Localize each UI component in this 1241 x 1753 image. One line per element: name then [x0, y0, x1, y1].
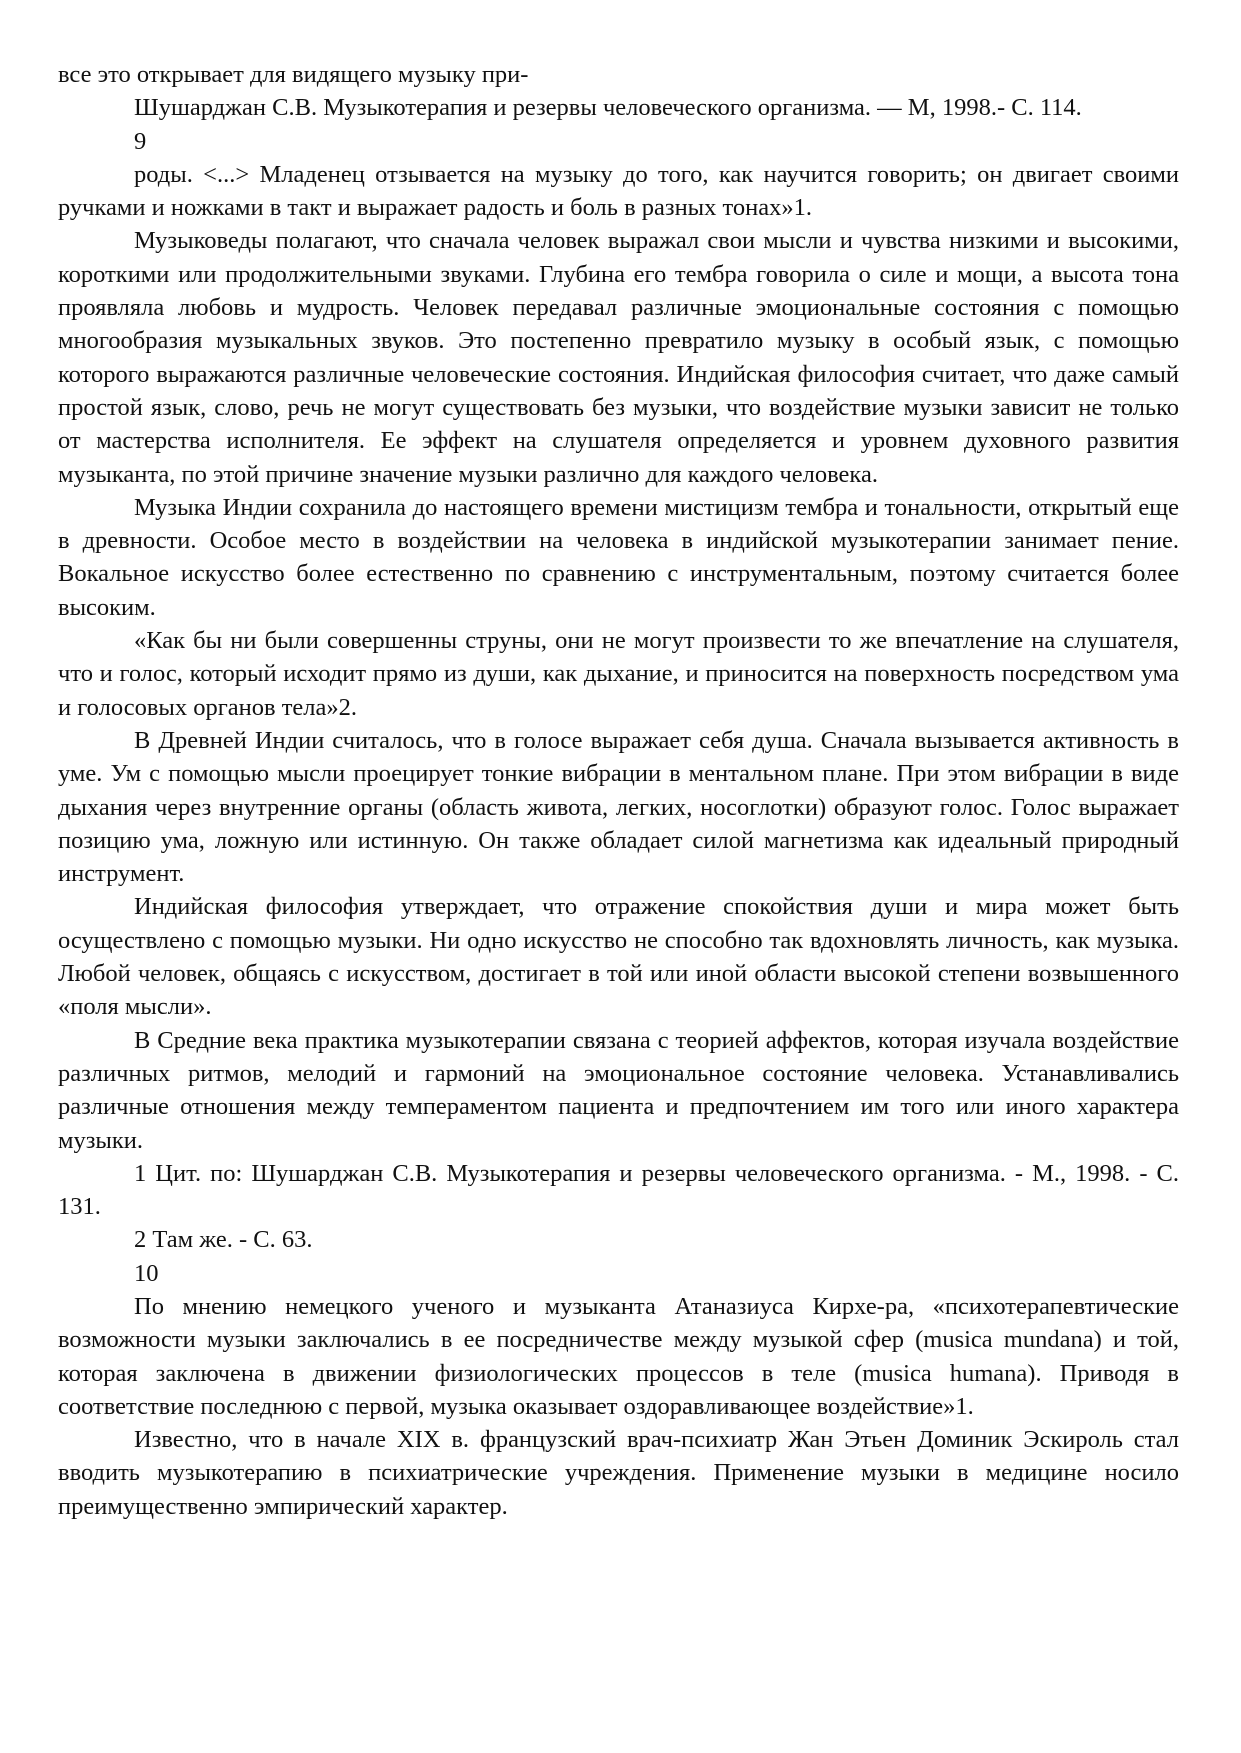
footnote-shushardzhan: Шушарджан С.В. Музыкотерапия и резервы человеческого организма. — М, 1998.- С. 114.: [134, 94, 1082, 122]
paragraph-middle-ages: В Средние века практика музыкотерапии связана с теорией аффектов, которая изучала воздействие различных ритмов, мелодий и гармоний на эмоциональное состояние человека. Устанавливались различные отношения между темпераментом пациента и предпочтением им того или иного характера музыки.: [58, 1026, 1179, 1154]
paragraph-esquirol: Известно, что в начале XIX в. французский врач-психиатр Жан Этьен Доминик Эскироль стал вводить музыкотерапию в психиатрические учреждения. Применение музыки в медицине носило преимущественно эмпирический характер.: [58, 1426, 1179, 1520]
paragraph-indian-philosophy: Индийская философия утверждает, что отражение спокойствия души и мира может быть осуществлено с помощью музыки. Ни одно искусство не способно так вдохновлять личность, как музыка. Любой человек, общаясь с искусством, достигает в той или иной области высокой степени возвышенного «поля мысли».: [58, 893, 1179, 1021]
page-number-9: 9: [134, 127, 147, 155]
paragraph-kircher: По мнению немецкого ученого и музыканта Атаназиуса Кирхе-ра, «психотерапевтические возможности музыки заключались в ее посредничестве между музыкой сфер (musica mundana) и той, которая заключена в движении физиологических процессов в теле (musica humana). Приводя в соответствие последнюю с первой, музыка оказывает оздоравливающее воздействие»1.: [58, 1292, 1179, 1420]
page-number-10: 10: [134, 1259, 159, 1287]
paragraph-infant: роды. <...> Младенец отзывается на музыку до того, как научится говорить; он двигает своими ручками и ножками в такт и выражает радость и боль в разных тонах»1.: [58, 160, 1179, 222]
paragraph-music-india: Музыка Индии сохранила до настоящего времени мистицизм тембра и тональности, открытый еще в древности. Особое место в воздействии на человека в индийской музыкотерапии занимает пение. Вокальное искусство более естественно по сравнению с инструментальным, поэтому считается более высоким.: [58, 493, 1179, 621]
footnote-2: 2 Там же. - С. 63.: [134, 1226, 313, 1254]
footnote-1: 1 Цит. по: Шушарджан С.В. Музыкотерапия и резервы человеческого организма. - М., 1998. - С. 131.: [58, 1159, 1179, 1221]
paragraph-musicologists: Музыковеды полагают, что сначала человек выражал свои мысли и чувства низкими и высокими, короткими или продолжительными звуками. Глубина его тембра говорила о силе и мощи, а высота тона проявляла любовь и мудрость. Человек передавал различные эмоциональные состояния с помощью многообразия музыкальных звуков. Это постепенно превратило музыку в особый язык, с помощью которого выражаются различные человеческие состояния. Индийская философия считает, что даже самый простой язык, слово, речь не могут существовать без музыки, что воздействие музыки зависит не только от мастерства исполнителя. Ее эффект на слушателя определяется и уровнем духовного развития музыканта, по этой причине значение музыки различно для каждого человека.: [58, 227, 1179, 488]
paragraph-continuation: все это открывает для видящего музыку при-: [58, 61, 529, 88]
paragraph-quote-strings: «Как бы ни были совершенны струны, они не могут произвести то же впечатление на слушателя, что и голос, который исходит прямо из души, как дыхание, и приносится на поверхность посредством ума и голосовых органов тела»2.: [58, 627, 1179, 721]
paragraph-ancient-india: В Древней Индии считалось, что в голосе выражает себя душа. Сначала вызывается активность в уме. Ум с помощью мысли проецирует тонкие вибрации в ментальном плане. При этом вибрации в виде дыхания через внутренние органы (область живота, легких, носоглотки) образуют голос. Голос выражает позицию ума, ложную или истинную. Он также обладает силой магнетизма как идеальный природный инструмент.: [58, 726, 1179, 888]
document-page: [58, 58, 1179, 1523]
